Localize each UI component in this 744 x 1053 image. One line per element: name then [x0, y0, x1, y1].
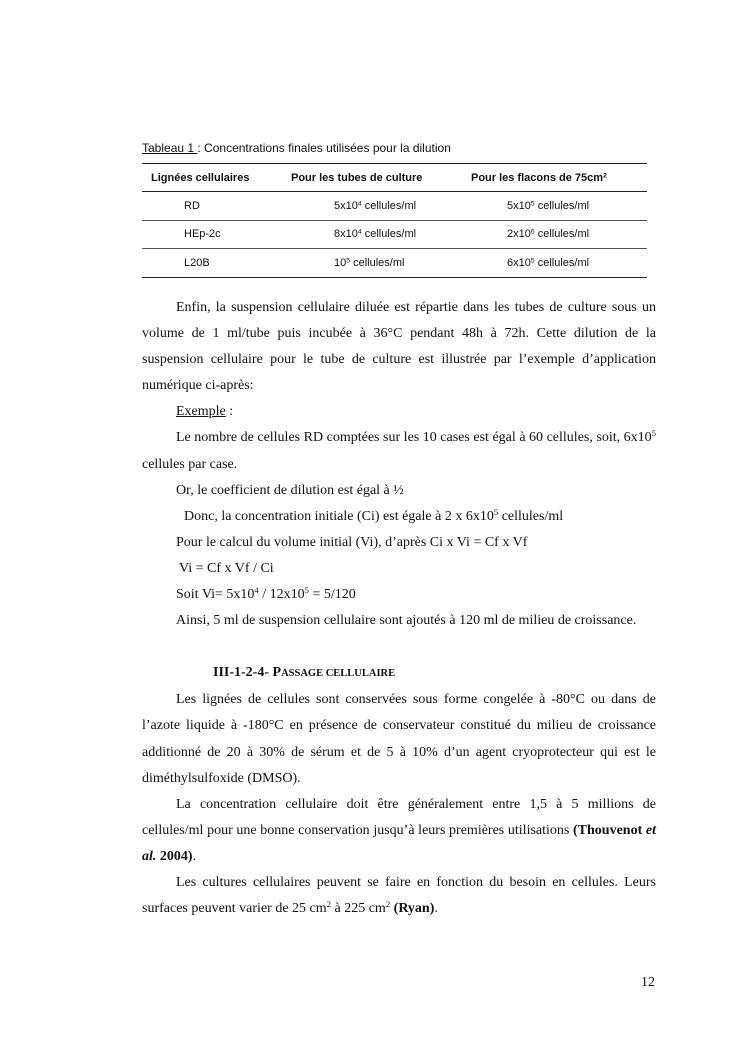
table-row [142, 249, 647, 278]
paragraph-storage: Les lignées de cellules sont conservées sous forme congelée à -80°C ou dans de l’azote liquide à -180°C en présence de conservateur constitué du milieu de croissance additionné de 20 à 30% de sérum et de 5 à 10% d’un agent cryoprotecteur qui est le diméthylsulfoxide (DMSO). [142, 692, 656, 786]
example-line-formula: Pour le calcul du volume initial (Vi), d’après Ci x Vi = Cf x Vf [176, 534, 528, 550]
example-line-count: Le nombre de cellules RD comptées sur les 10 cases est égal à 60 cellules, soit, $6x10^5$ cellules par case. [142, 428, 656, 472]
example-line-vi: Vi = Cf x Vf / Ci [179, 560, 274, 576]
example-line-conclusion: Ainsi, 5 ml de suspension cellulaire sont ajoutés à 120 ml de milieu de croissance. [176, 613, 637, 629]
table-caption-label: Tableau 1 [142, 141, 198, 155]
cell-flask-concentration: $6x10^5$ cellules/ml [471, 249, 647, 278]
example-label: Exemple : [176, 404, 234, 420]
table-caption [142, 141, 451, 155]
cell-flask-concentration: $2x10^6$ cellules/ml [471, 220, 647, 249]
cell-tube-concentration: $5x10^4$ cellules/ml [291, 192, 471, 221]
header-flasks: Pour les flacons de $75cm^2$ [471, 164, 647, 192]
example-line-result: Soit $Vi= 5x10^4 / 12x10^5 = 5/120$ [176, 585, 356, 603]
cell-tube-concentration: $10^5$ cellules/ml [291, 249, 471, 278]
table-row [142, 220, 647, 249]
body-text [142, 295, 656, 922]
cell-line-name: L20B [142, 249, 291, 278]
paragraph-concentration: La concentration cellulaire doit être généralement entre 1,5 à 5 millions de cellules/ml pour une bonne conservation jusqu’à leurs premières utilisations (Thouvenot et al. 2004). [142, 796, 656, 864]
header-cell-lines: Lignées cellulaires [142, 164, 291, 192]
paragraph-dilution: Enfin, la suspension cellulaire diluée est répartie dans les tubes de culture sous un volume de 1 ml/tube puis incubée à 36°C pendant 48h à 72h. Cette dilution de la suspension cellulaire pour le tube de culture est illustrée par l’exemple d’application numérique ci-après: [142, 300, 656, 394]
example-line-initial-concentration: Donc, la concentration initiale (Ci) est égale à 2 x $6x10^5$ cellules/ml [184, 506, 564, 524]
section-heading: III-1-2-4- PASSAGE CELLULAIRE [213, 665, 396, 681]
concentration-table [142, 163, 647, 278]
paragraph-cultures: Les cultures cellulaires peuvent se faire en fonction du besoin en cellules. Leurs surfaces peuvent varier de 25 $cm^2$ à 225 $cm^2$ (Ryan). [142, 874, 656, 917]
table-caption-text: : Concentrations finales utilisées pour la dilution [197, 141, 451, 155]
table-header-row [142, 164, 647, 192]
cell-tube-concentration: $8x10^4$ cellules/ml [291, 220, 471, 249]
header-tubes: Pour les tubes de culture [291, 164, 471, 192]
example-line-coefficient: Or, le coefficient de dilution est égal à ½ [176, 482, 404, 498]
cell-line-name: HEp-2c [142, 220, 291, 249]
table-row [142, 192, 647, 221]
cell-flask-concentration: $5x10^5$ cellules/ml [471, 192, 647, 221]
page-number: 12 [641, 975, 655, 990]
cell-line-name: RD [142, 192, 291, 221]
